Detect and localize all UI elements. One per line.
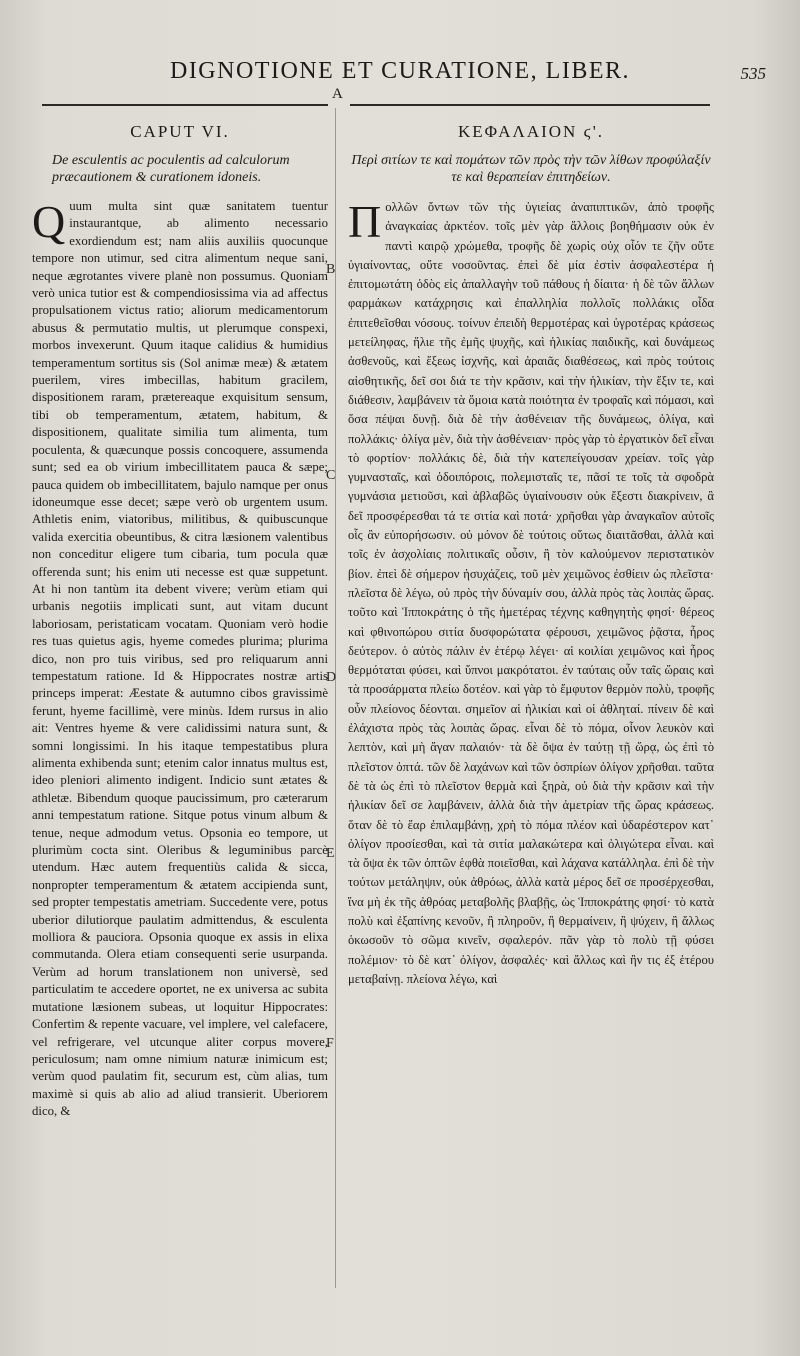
header-rule-right bbox=[350, 104, 710, 106]
latin-body-text bbox=[32, 198, 328, 1121]
latin-chapter-heading: CAPUT VI. bbox=[130, 122, 230, 141]
greek-paragraph: ολλῶν ὄντων τῶν τὴς ὑγιείας ἀναπιπτικῶν, ἀπὸ τροφῆς ἀναγκαίας ἀρκτέον. τοῖς μὲν γὰρ ἄλλοις βοηθήμασιν οὐκ ἐν παντὶ καιρῷ χρώμεθα, τροφῆς δὲ χωρὶς οὐχ οἷόν τε ζῆν οὔτε ὑγιαίνοντας, οὔτε νοσοῦντας. ἐπεὶ δὲ μία ἐστὶν ἀσφαλεστέρα ἡ ἐπιτομωτάτη ὁδὸς εἰς ἀπαλλαγὴν τοῦ πάθους ἡ δίαιτα· ἡ δὲ τῶν ἄλλων φαρμάκων κατάχρησις καὶ ἐπαλληλία πολλοῖς πολλάκις οἶδα ἐπιτεθεῖσθαι νόσους. τοίνυν ἐπειδὴ θερμοτέρας καὶ ὑγροτέρας κράσεως μετείληφας, ἥλιε τῆς ἐμῆς ψυχῆς, καὶ ἡλικίας παιδικῆς, καὶ δυνάμεως ἀσθενοῦς, καὶ ἕξεως ἰσχνῆς, καὶ ἀραιᾶς διαθέσεως, καὶ πρὸς τούτοις αἰσθητικῆς, δεῖ σοι διά τε τὴν κρᾶσιν, καὶ τὴν ἡλικίαν, τὴν ἕξιν τε, καὶ διάθεσιν, λαμβάνειν τὰ ὅμοια κατὰ ποιότητα ἐν τροφαῖς καὶ πόμασι, καὶ ὅσα πέψαι δυνῇ. διὰ δὲ τὴν ἀσθένειαν τῆς δυνάμεως, ὀλίγα, καὶ πολλάκις· ὀλίγα μὲν, διὰ τὴν ἀσθένειαν· πρὸς γὰρ τὸ ἐργατικὸν δεῖ εἶναι τὸ φορτίον· πολλάκις δὲ, διὰ τὴν κατεπείγουσαν χρείαν. τοῖς γὰρ γυμνασταῖς, καὶ ὁδοιπόροις, πολεμισταῖς τε, πᾶσί τε τοῖς τὰ σφοδρὰ γυμνάσια μετιοῦσι, καὶ ἀβλαβῶς ὑγιαίνουσιν οὐκ ἔξεστι διακρίνειν, ἃ δεῖ προσφέρεσθαι τά τε σιτία καὶ ποτά· χρῆσθαι γὰρ ἀναγκαῖον αὐτοῖς οἷς ἂν εὐπορήσωσιν. οὐ μόνον δὲ τούτοις οὕτως διαιτᾶσθαι, ἀλλὰ καὶ τοῖς ἐν ἀσχολίαις πολιτικαῖς οὖσιν, ἢ τὸν καλούμενον περιστατικὸν βίον. ἐπεὶ δὲ σήμερον ἡσυχάζεις, τοῦ μὲν χειμῶνος ἐσθίειν ὡς πλεῖστα· πλεῖστα δὲ λέγω, οὐ πρὸς τὴν δύναμίν σου, ἀλλὰ πρὸς τὰς λοιπὰς ὥρας. τοῦτο καὶ Ἱπποκράτης ὁ τῆς ἡμετέρας τέχνης καθηγητὴς φησί· θέρεος καὶ φθινοπώρου σιτία δυσφορώτατα φέρουσι, χειμῶνος ῥᾷστα, ἦρος δεύτερον. ὁ αὐτὸς πάλιν ἐν ἑτέρῳ λέγει· αἱ κοιλίαι χειμῶνος καὶ ἦρος θερμόταται φύσει, καὶ ὕπνοι μακρότατοι. ἐν ταύταις οὖν ταῖς ὥραις καὶ τὰ προσάρματα πλείω δοτέον. καὶ γὰρ τὸ ἔμφυτον θερμὸν πολὺ, τροφῆς οὖν πλείονος δέονται. σημεῖον αἱ ἡλικίαι καὶ οἱ ἀθληταί. πίνειν δὲ καὶ ἐλάχιστα πρὸς τὰς λοιπὰς ὥρας. εἶναι δὲ τὸ πόμα, οἶνον λευκὸν καὶ λεπτὸν, καὶ μὴ ἄγαν παλαιόν· τὰ δὲ ὄψα ἐν ταύτῃ τῇ ὥρᾳ, ὡς ἐπὶ τὸ πλεῖστον ὀπτά. τῶν δὲ λαχάνων καὶ τῶν ὀσπρίων ὀλίγον χρῆσθαι. ταῦτα δὲ τὰ ὡς ἐπὶ τὸ πλεῖστον θερμὰ καὶ ξηρὰ, οὐ διὰ τὴν κρᾶσιν καὶ τὴν ἡλικίαν δεῖ σε λαμβάνειν, ἀλλὰ διὰ τὴν ἀμετρίαν τῆς ὥρας κράσεως. ὅταν δὲ τὸ ἔαρ ἐπιλαμβάνῃ, χρὴ τὸ πόμα πλέον καὶ ὑδαρέστερον κατ᾽ ὀλίγον προσίεσθαι, καὶ τὰ σιτία μαλακώτερα καὶ ὀλιγώτερα εἶναι. καὶ τὰ ὄψα ἐκ τῶν ὀπτῶν ἑφθὰ ποιεῖσθαι, καὶ λάχανα κατάλληλα. ἐπὶ δὲ τὴν τούτων μετάληψιν, οὐκ ἀθρόως, ἀλλὰ κατὰ μέρος δεῖ σε προσέρχεσθαι, ἵνα μὴ ἐκ τῆς ἀθρόας μεταβολῆς βλαβῇς, ὡς Ἱπποκράτης φησί· τὸ κατὰ πολὺ καὶ ἐξαπίνης κενοῦν, ἢ πληροῦν, ἢ θερμαίνειν, ἢ ψύχειν, ἢ ἄλλως ὁκωσοῦν τὸ σῶμα κινεῖν, σφαλερόν. πᾶν γὰρ τὸ πολὺ τῇ φύσει πολέμιον· τὸ δὲ κατ᾽ ὀλίγον, ἀσφαλές· καὶ ἄλλως καὶ ἢν τις ἐξ ἑτέρου μεταβαίνῃ. πλείονα λέγω, καὶ bbox=[348, 200, 714, 986]
page-number: 535 bbox=[740, 64, 766, 83]
latin-chapter-subtitle: De esculentis ac poculentis ad calculorum præcautionem & curationem idoneis. bbox=[52, 153, 290, 185]
header-rule-left bbox=[42, 104, 328, 106]
greek-chapter-heading: ΚΕΦΑΛΑΙΟΝ ϛ'. bbox=[457, 122, 605, 141]
latin-drop-cap: Q bbox=[32, 196, 66, 247]
latin-column bbox=[32, 118, 328, 1121]
greek-chapter-subtitle: Περὶ σιτίων τε καὶ πομάτων τῶν πρὸς τὴν τῶν λίθων προφύλαξίν τε καὶ θεραπείαν ἐπιτηδείων. bbox=[351, 153, 711, 185]
margin-letter-b: B bbox=[326, 262, 336, 277]
margin-letter-a: A bbox=[332, 86, 343, 102]
greek-column bbox=[348, 118, 714, 989]
margin-letter-c: C bbox=[326, 468, 336, 483]
greek-body-text bbox=[348, 198, 714, 989]
running-title: DIGNOTIONE ET CURATIONE, LIBER. bbox=[169, 58, 630, 84]
margin-letter-f: F bbox=[326, 1036, 334, 1051]
greek-drop-cap: Π bbox=[348, 196, 382, 247]
latin-paragraph: uum multa sint quæ sanitatem tuentur instaurantque, ab alimento necessario exordiendum est; nam aliis auxiliis quocunque tempore non utimur, sed citra alimentum neque sani, neque ægrotantes vivere planè non possumus. Quoniam verò unica tutior est & compendiosissima via ad affectus propulsationem victus ratio; aliorum medicamentorum abusus & permutatio multis, ut plerumque conspexi, morbos invexerunt. Quum itaque calidius & humidius temperamentum sortitus sis (Sol animæ meæ) & ætatem puerilem, vires imbecillas, habitum gracilem, dispositionem raram, prætereaque exquisitum sensum, tibi ob temperamentum, ætatem, habitum, & dispositionem, qualitate similia tum alimenta, tum poculenta, & quæcunque possis concoquere, assumenda sunt; sed ea ob virium imbecillitatem pauca & sæpe; pauca quidem ob imbecillitatem, bajulo namque per onus idoneumque esse decet; sæpe verò ob urgentem usum. Athletis enim, viatoribus, militibus, & quibuscunque valida exercitia obeuntibus, & citra læsionem valentibus non conceditur eligere tum cibaria, tum pocula quæ offerenda sunt; his enim uti necesse est quæ suppetunt. At hi non tantùm ita debent vivere; verùm etiam qui urbanis negotiis implicati sunt, aut vitam ducunt laboriosam, peristaticam vocatam. Quoniam verò hodie res tuas quietus agis, hyeme comedes plurima; plurima dico, non pro tuis viribus, sed pro reliquarum anni tempestatum ratione. Id & Hippocrates nostræ artis princeps imperat: Æestate & autumno cibos gravissimè ferunt, hyeme facillimè, vere minùs. Idem rursus in alio ait: Ventres hyeme & vere calidissimi natura sunt, & somni longissimi. In his itaque tempestatibus plura alimenta exhibenda sunt; etenim calor innatus multus est, ideo pleniori alimento indigent. Indicio sunt ætates & athletæ. Bibendum quoque paucissimum, pro cæterarum anni tempestatum ratione. Sitque potus vinum album & tenue, neque admodum vetus. Opsonia eo tempore, ut plurimùm cocta sint. Oleribus & leguminibus parcè utendum. Hæc autem frequentiùs calida & sicca, nonpropter temperamentum & ætatem accipienda sunt, sed propter tempestatis ametriam. Succedente vere, potus uberior dilutiorque paulatim admittendus, & esculenta molliora & pauciora. Opsonia quoque ex assis in elixa commutanda. Olera etiam consequenti serie usurpanda. Verùm ad horum translationem non universè, sed particulatim te accedere oportet, ne ex universa ac subita mutatione læsionem subeas, ut loquitur Hippocrates: Confertim & repente vacuare, vel implere, vel calefacere, vel refrigerare, vel utcunque aliter corpus movere, periculosum; nam omne nimium naturæ inimicum est; verùm quod paulatim fit, securum est, cùm alias, tum maximè si quis ab alio ad aliud transierit. Uberiorem dico, & bbox=[32, 199, 328, 1119]
margin-letter-d: D bbox=[326, 670, 337, 685]
margin-letter-e: E bbox=[326, 846, 335, 861]
column-divider bbox=[335, 108, 336, 1288]
